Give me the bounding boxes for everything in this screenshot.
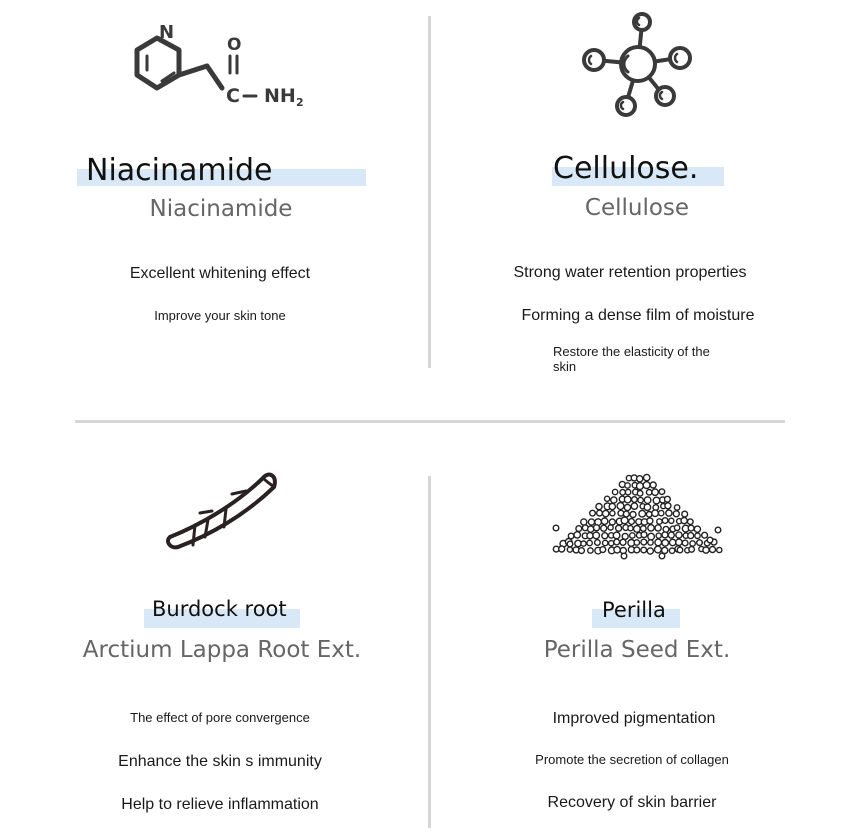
benefit-line: Forming a dense film of moisture	[521, 307, 755, 324]
benefit-line: Improved pigmentation	[552, 710, 716, 727]
divider-top-vertical	[428, 16, 431, 368]
divider-horizontal	[75, 420, 785, 423]
seed-pile-icon	[550, 468, 726, 562]
panel-subtitle: Perilla Seed Ext.	[543, 637, 731, 663]
niacinamide-molecule-icon	[132, 18, 317, 113]
benefit-line: Recovery of skin barrier	[547, 794, 717, 811]
panel-title: Niacinamide	[86, 153, 273, 188]
divider-bottom-vertical	[428, 476, 431, 828]
benefit-line: Help to relieve inflammation	[121, 796, 319, 813]
benefit-line: Restore the elasticity of the	[553, 344, 710, 359]
benefit-line: skin	[553, 359, 577, 374]
root-branch-icon	[160, 465, 285, 555]
panel-title: Burdock root	[152, 597, 287, 621]
benefit-line: Improve your skin tone	[154, 308, 286, 323]
amine-subscript: 2	[296, 96, 304, 109]
carbon-label: C	[226, 85, 240, 107]
benefit-line: The effect of pore convergence	[130, 710, 310, 725]
panel-subtitle: Niacinamide	[149, 196, 293, 222]
molecule-network-icon	[578, 10, 696, 122]
benefit-line: Strong water retention properties	[513, 264, 747, 281]
panel-subtitle: Arctium Lappa Root Ext.	[82, 637, 362, 663]
panel-title: Cellulose.	[553, 151, 699, 186]
benefit-line: Excellent whitening effect	[129, 265, 311, 282]
panel-subtitle: Cellulose	[584, 195, 690, 221]
oxygen-label: O	[227, 35, 242, 55]
amine-label: NH	[264, 85, 296, 107]
benefit-line: Enhance the skin s immunity	[118, 753, 322, 770]
nitrogen-label: N	[159, 22, 175, 43]
panel-title: Perilla	[602, 598, 666, 622]
benefit-line: Promote the secretion of collagen	[535, 752, 729, 767]
